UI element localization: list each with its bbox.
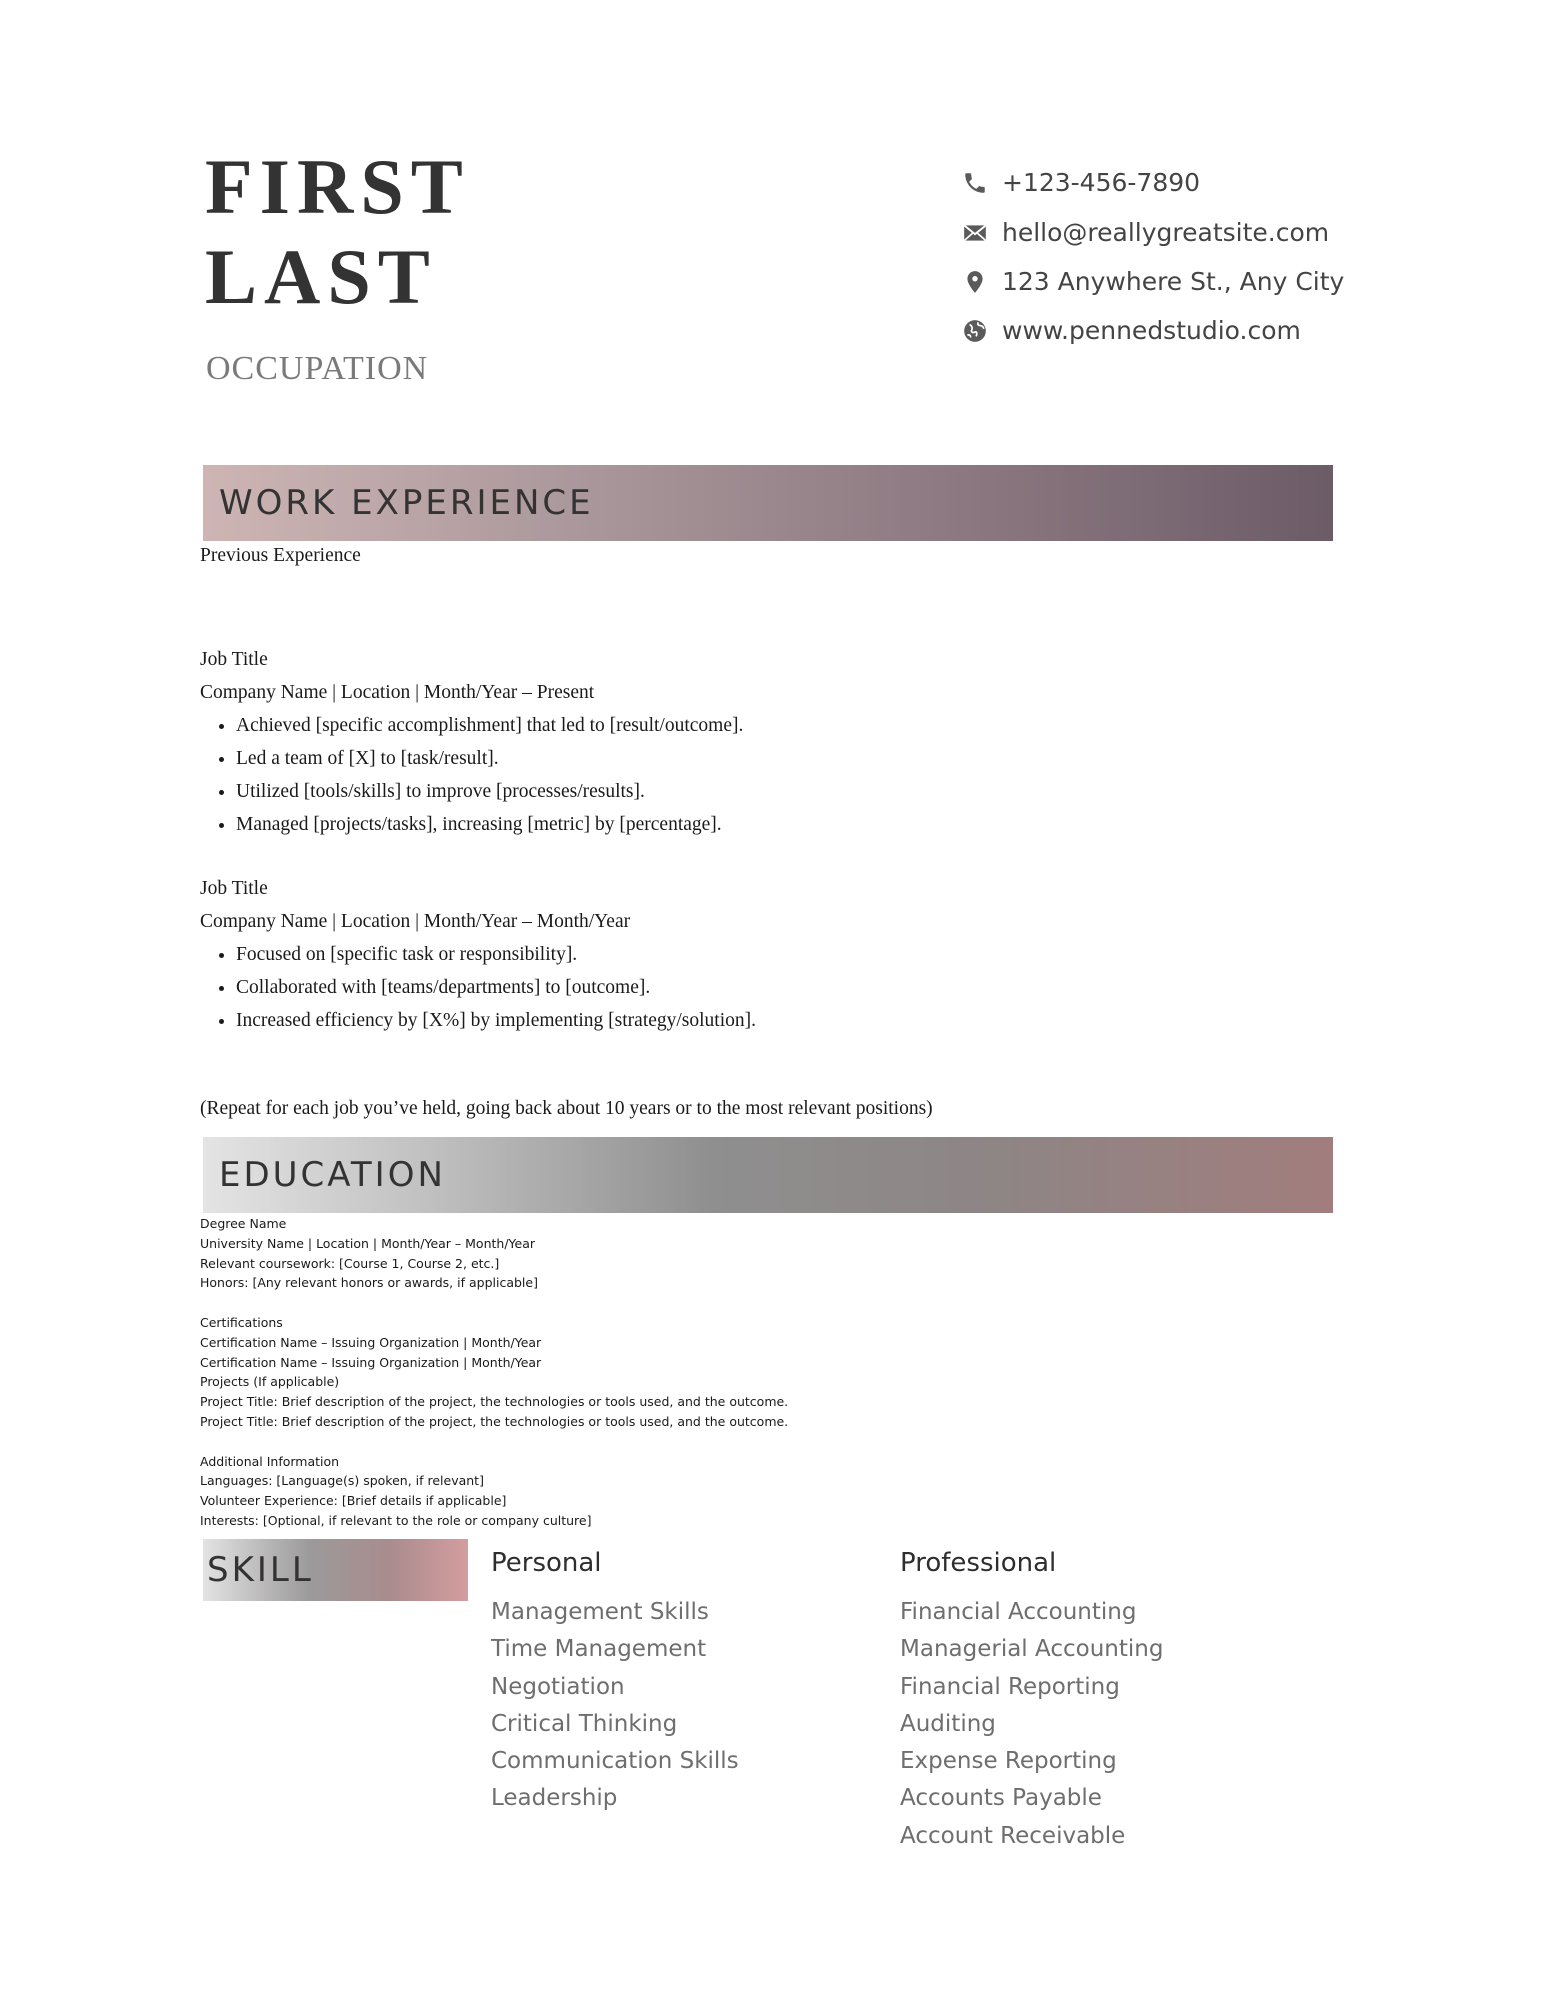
job-entry-2 [200,872,1300,1037]
contact-email [962,218,1329,247]
skill-item: Management Skills [491,1599,709,1625]
certifications-label: Certifications [200,1314,283,1330]
location-pin-icon [962,269,988,295]
degree-name: Degree Name [200,1216,287,1231]
skill-item: Auditing [900,1710,996,1737]
work-experience-heading-band [203,465,1333,541]
job-bullet: • Achieved [specific accomplishment] that led to [result/outcome]. [236,709,1300,742]
professional-skills-title: Professional [900,1548,1057,1578]
certification-line: Certification Name – Issuing Organization | Month/Year [200,1334,542,1350]
skill-item: Financial Reporting [900,1673,1120,1700]
globe-icon [962,318,988,344]
contact-address [962,267,1344,296]
website-text[interactable]: www.pennedstudio.com [1002,316,1301,345]
coursework-line: Relevant coursework: [Course 1, Course 2, etc.] [200,1255,500,1271]
skill-item: Communication Skills [491,1748,739,1775]
skill-item: Account Receivable [900,1822,1126,1849]
skill-item: Accounts Payable [900,1785,1102,1812]
spacer [200,1432,1100,1452]
skill-item: Leadership [491,1785,618,1812]
job-bullet: • Increased efficiency by [X%] by implementing [strategy/solution]. [236,1004,1300,1037]
job-bullet: • Managed [projects/tasks], increasing [metric] by [percentage]. [236,808,1300,841]
personal-skills-list [491,1594,739,1818]
university-line: University Name | Location | Month/Year – Month/Year [200,1235,535,1251]
education-heading-band [203,1137,1333,1213]
project-line: Project Title: Brief description of the project, the technologies or tools used, and the outcome. [200,1394,789,1410]
skill-item: Financial Accounting [900,1599,1137,1625]
phone-icon [962,170,988,196]
skill-heading: SKILL [207,1550,314,1590]
education-heading: EDUCATION [219,1155,446,1195]
job-title: Job Title [200,878,268,899]
job-entry-1 [200,643,1300,841]
volunteer-line: Volunteer Experience: [Brief details if applicable] [200,1493,507,1509]
projects-label: Projects (If applicable) [200,1374,340,1390]
job-title: Job Title [200,649,268,670]
occupation: OCCUPATION [206,350,429,387]
job-bullet: • Utilized [tools/skills] to improve [processes/results]. [236,775,1300,808]
certification-line: Certification Name – Issuing Organization | Month/Year [200,1354,542,1370]
languages-line: Languages: [Language(s) spoken, if relevant] [200,1473,484,1489]
mail-icon [962,220,988,246]
job-bullets [200,709,1300,841]
skill-item: Time Management [491,1636,707,1663]
skill-heading-band [203,1539,468,1601]
last-name: LAST [205,233,437,320]
contact-website [962,316,1301,345]
interests-line: Interests: [Optional, if relevant to the role or company culture] [200,1512,592,1528]
honors-line: Honors: [Any relevant honors or awards, if applicable] [200,1275,538,1291]
contact-phone [962,168,1200,197]
work-experience-heading: WORK EXPERIENCE [219,483,594,523]
professional-skills-list [900,1594,1163,1855]
phone-text[interactable]: +123-456-7890 [1002,168,1201,197]
skill-item: Managerial Accounting [900,1636,1164,1663]
previous-experience-label: Previous Experience [200,545,361,566]
skill-item: Negotiation [491,1673,625,1700]
job-bullet: • Collaborated with [teams/departments] to [outcome]. [236,971,1300,1004]
skill-item: Expense Reporting [900,1748,1117,1775]
job-meta: Company Name | Location | Month/Year – Present [200,682,595,703]
skill-item: Critical Thinking [491,1710,678,1737]
personal-skills-title: Personal [491,1548,602,1578]
first-name: FIRST [205,143,470,230]
address-text: 123 Anywhere St., Any City [1002,267,1345,296]
email-text[interactable]: hello@reallygreatsite.com [1002,218,1330,247]
job-meta: Company Name | Location | Month/Year – Month/Year [200,911,631,932]
spacer [200,1293,1100,1313]
job-bullet: • Focused on [specific task or responsibility]. [236,938,1300,971]
job-bullet: • Led a team of [X] to [task/result]. [236,742,1300,775]
education-details [200,1214,1100,1531]
repeat-note: (Repeat for each job you’ve held, going back about 10 years or to the most relevant positions) [200,1098,933,1119]
project-line: Project Title: Brief description of the project, the technologies or tools used, and the outcome. [200,1413,789,1429]
additional-info-label: Additional Information [200,1453,340,1469]
job-bullets [200,938,1300,1037]
